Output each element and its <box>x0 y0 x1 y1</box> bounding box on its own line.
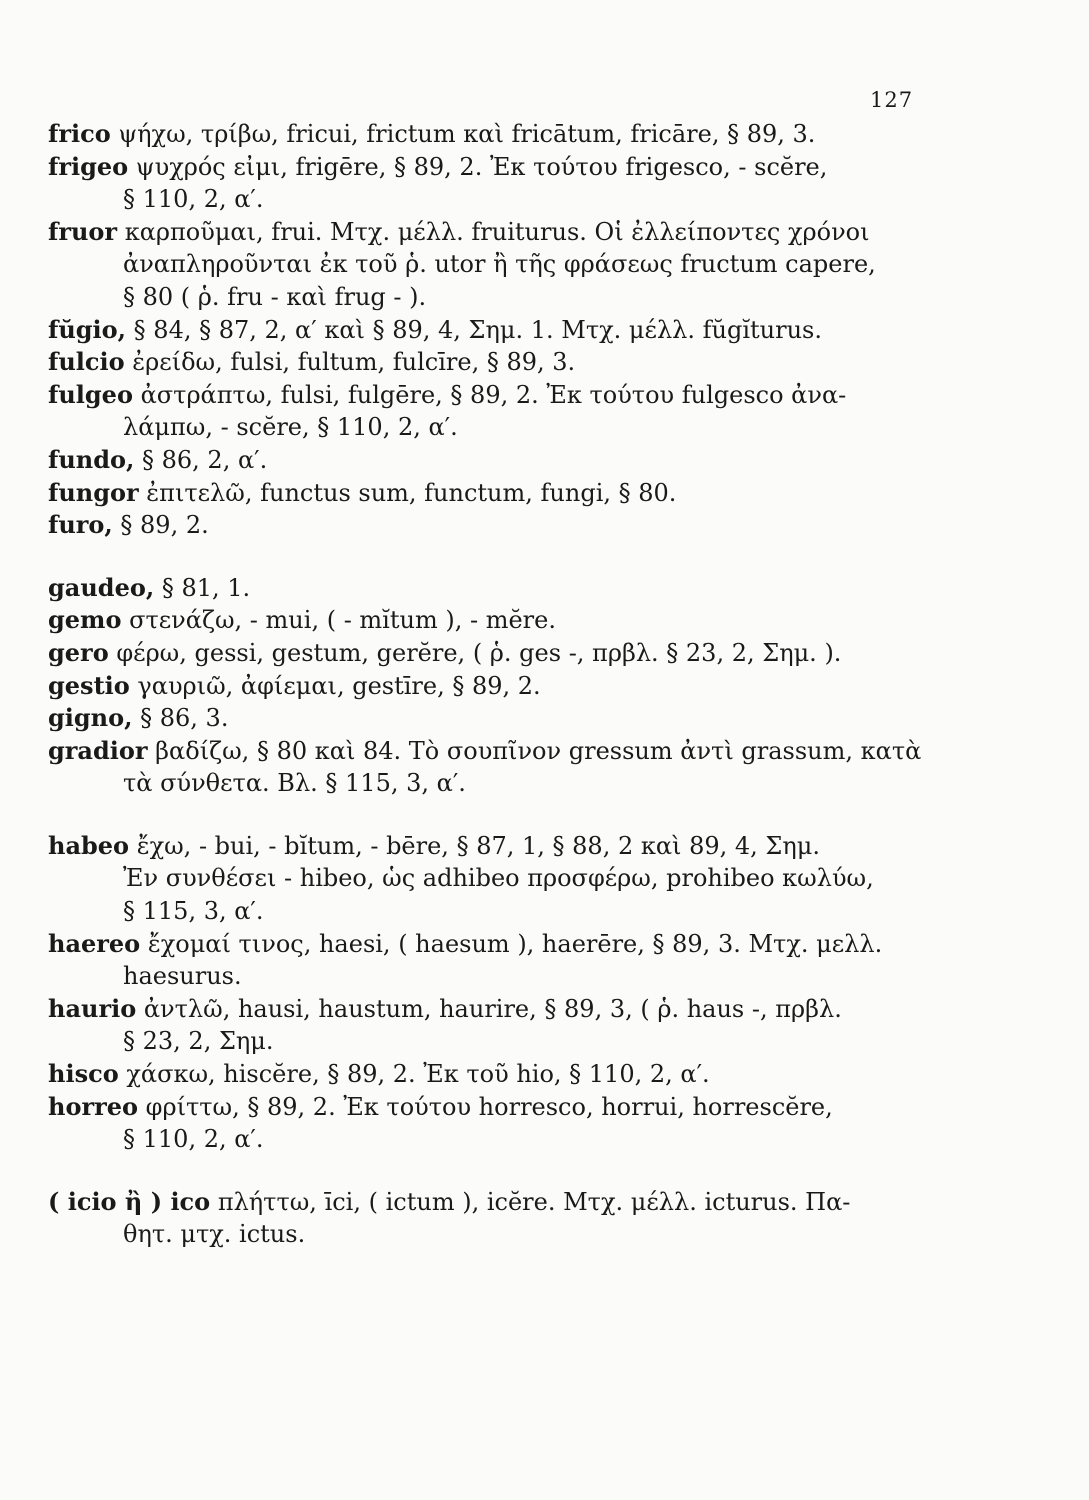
entry-furo <box>48 509 948 542</box>
entry-fulgeo <box>48 379 948 412</box>
entry-continuation: § 115, 3, α′. <box>123 897 264 926</box>
section-gap <box>48 800 948 830</box>
headword: hisco <box>48 1059 119 1089</box>
headword: furo, <box>48 510 113 540</box>
entry-text: ἀστράπτω, fulsi, fulgēre, § 89, 2. Ἐκ τούτου fulgesco ἀνα- <box>132 380 847 409</box>
headword: gestio <box>48 670 130 700</box>
entry-text: ἀντλῶ, hausi, haustum, haurire, § 89, 3, ( ῥ. haus -, πρβλ. <box>136 994 842 1023</box>
entry-gaudeo <box>48 572 948 605</box>
headword: habeo <box>48 830 130 860</box>
page-number: 127 <box>870 88 914 112</box>
entry-text: § 86, 3. <box>132 704 229 733</box>
entry-ico <box>48 1186 948 1219</box>
entry-text: γαυριῶ, ἀφίεμαι, gestīre, § 89, 2. <box>129 671 541 700</box>
headword: gradior <box>48 735 148 765</box>
entry-text: § 81, 1. <box>154 573 251 602</box>
entry-frico <box>48 118 948 151</box>
entry-fungor <box>48 477 948 510</box>
entry-continuation: § 23, 2, Σημ. <box>123 1027 274 1056</box>
entry-text: χάσκω, hiscĕre, § 89, 2. Ἐκ τοῦ hio, § 110, 2, α′. <box>118 1060 710 1089</box>
entry-continuation: § 110, 2, α′. <box>123 185 264 214</box>
entry-fundo <box>48 444 948 477</box>
entry-continuation: τὰ σύνθετα. Βλ. § 115, 3, α′. <box>123 769 466 798</box>
entry-text: φρίττω, § 89, 2. Ἐκ τούτου horresco, horrui, horrescĕre, <box>138 1092 833 1121</box>
headword: horreo <box>48 1091 139 1121</box>
headword: gemo <box>48 605 122 635</box>
headword: fundo, <box>48 444 135 474</box>
headword-prefix: ( icio ἢ ) <box>48 1186 171 1216</box>
section-gap <box>48 1156 948 1186</box>
entry-fugio <box>48 314 948 347</box>
headword: fruor <box>48 216 118 246</box>
entry-continuation: § 110, 2, α′. <box>123 1125 264 1154</box>
entry-gestio <box>48 670 948 703</box>
entry-gemo <box>48 604 948 637</box>
entry-text: § 89, 2. <box>112 511 209 540</box>
headword: ico <box>170 1186 211 1216</box>
entry-gero <box>48 637 948 670</box>
headword: fulcio <box>48 347 125 377</box>
entry-continuation: Ἐν συνθέσει - hibeo, ὡς adhibeo προσφέρω, prohibeo κωλύω, <box>123 864 874 893</box>
entry-text: ἔχομαί τινος, haesi, ( haesum ), haerēre, § 89, 3. Μτχ. μελλ. <box>140 929 883 958</box>
section-gap <box>48 542 948 572</box>
entry-habeo <box>48 830 948 863</box>
entry-fulcio <box>48 346 948 379</box>
entry-gigno <box>48 702 948 735</box>
headword: haereo <box>48 928 141 958</box>
entry-frigeo <box>48 151 948 184</box>
headword: frico <box>48 119 111 148</box>
headword: fulgeo <box>48 379 133 409</box>
entry-fruor <box>48 216 948 249</box>
entry-text: στενάζω, - mui, ( - mĭtum ), - mĕre. <box>121 606 556 635</box>
headword: gigno, <box>48 703 133 733</box>
entry-text: φέρω, gessi, gestum, gerĕre, ( ῥ. ges -, πρβλ. § 23, 2, Σημ. ). <box>108 638 842 667</box>
headword: haurio <box>48 993 137 1023</box>
entry-text: πλήττω, īci, ( ictum ), icĕre. Μτχ. μέλλ. icturus. Πα- <box>210 1187 851 1216</box>
headword: fungor <box>48 477 139 507</box>
headword: gaudeo, <box>48 572 155 602</box>
entry-text: ψήχω, τρίβω, fricui, frictum καὶ fricātum, fricāre, § 89, 3. <box>110 120 816 148</box>
headword: gero <box>48 637 109 667</box>
entry-text: ἔχω, - bui, - bĭtum, - bēre, § 87, 1, § 88, 2 καὶ 89, 4, Σημ. <box>129 831 820 860</box>
entry-text: βαδίζω, § 80 καὶ 84. Τὸ σουπῖνον gressum ἀντὶ grassum, κατὰ <box>147 736 922 765</box>
entry-horreo <box>48 1091 948 1124</box>
entry-text: ἐρείδω, fulsi, fultum, fulcīre, § 89, 3. <box>124 348 576 377</box>
entry-continuation: § 80 ( ῥ. fru - καὶ frug - ). <box>123 282 427 311</box>
entry-text: καρποῦμαι, frui. Μτχ. μέλλ. fruiturus. Οἱ ἐλλείποντες χρόνοι <box>117 217 870 246</box>
entry-text: ψυχρός εἰμι, frigēre, § 89, 2. Ἐκ τούτου frigesco, - scĕre, <box>128 152 828 181</box>
entry-hisco <box>48 1058 948 1091</box>
entry-haurio <box>48 993 948 1026</box>
headword: fŭgio, <box>48 314 127 344</box>
entry-gradior <box>48 735 948 768</box>
entry-text: ἐπιτελῶ, functus sum, functum, fungi, § 80. <box>138 478 677 507</box>
entry-continuation: θητ. μτχ. ictus. <box>123 1220 306 1249</box>
entry-continuation: λάμπω, - scĕre, § 110, 2, α′. <box>123 413 458 442</box>
entry-text: § 86, 2, α′. <box>134 445 268 474</box>
entry-continuation: haesurus. <box>123 962 242 991</box>
dictionary-entries <box>48 118 948 1251</box>
entry-continuation: ἀναπληροῦνται ἐκ τοῦ ῥ. utor ἢ τῆς φράσεως fructum capere, <box>123 250 876 279</box>
headword: frigeo <box>48 151 129 181</box>
entry-text: § 84, § 87, 2, α′ καὶ § 89, 4, Σημ. 1. Μτχ. μέλλ. fŭgĭturus. <box>126 315 822 344</box>
entry-haereo <box>48 928 948 961</box>
